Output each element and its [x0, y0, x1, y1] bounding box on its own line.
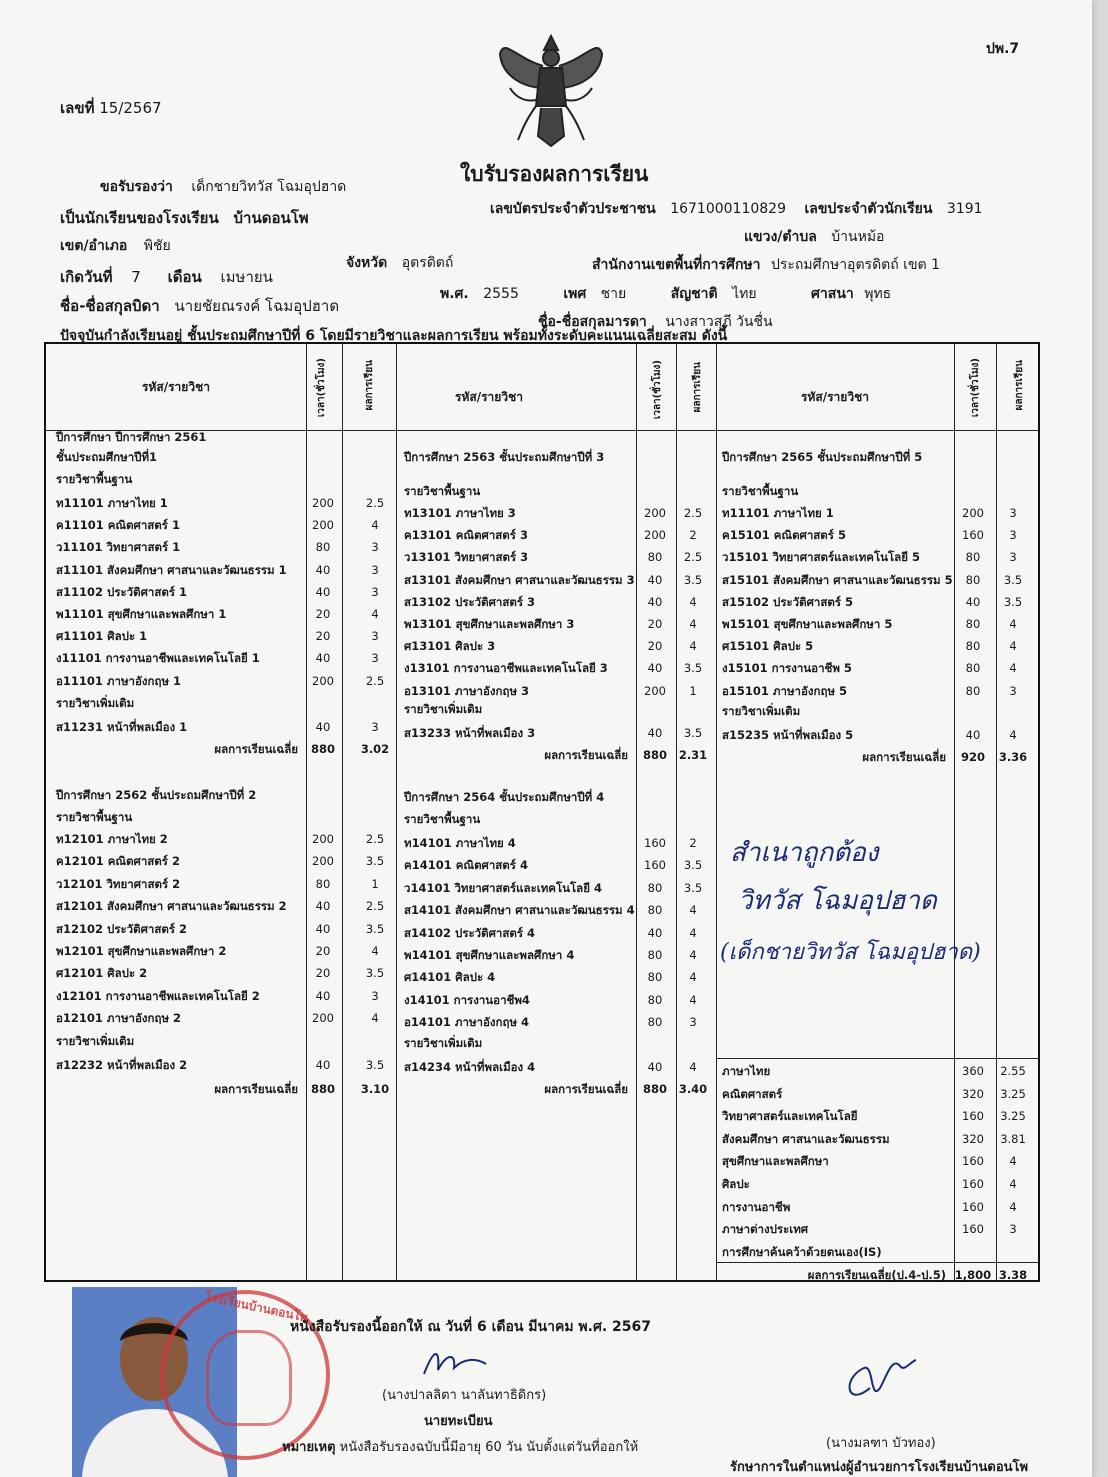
average-label: ผลการเรียนเฉลี่ย — [214, 742, 298, 756]
subject-hours: 200 — [312, 518, 334, 533]
subject-hours: 200 — [312, 1011, 334, 1026]
section-label: รายวิชาเพิ่มเติม — [56, 696, 135, 710]
handwritten-line-1: สำเนาถูกต้อง — [730, 838, 879, 868]
header-hours-2: เวลา(ชั่วโมง) — [652, 360, 663, 420]
subject-hours: 20 — [315, 966, 331, 981]
subject-grade: 3.5 — [683, 880, 703, 895]
subject-grade: 1 — [371, 876, 379, 891]
subject-grade: 3.5 — [365, 966, 385, 981]
subject-name: ส12101 สังคมศึกษา ศาสนาและวัฒนธรรม 2 — [56, 899, 287, 914]
note-text: หนังสือรับรองฉบับนี้มีอายุ 60 วัน นับตั้งแต่วันที่ออกให้ — [339, 1440, 639, 1455]
province-value: อุตรดิตถ์ — [401, 255, 454, 271]
id-card-label: เลขบัตรประจำตัวประชาชน — [490, 201, 656, 217]
subject-name: ส14101 สังคมศึกษา ศาสนาและวัฒนธรรม 4 — [404, 903, 635, 918]
subject-hours: 40 — [647, 726, 663, 740]
subject-hours: 40 — [315, 921, 331, 936]
id-card-value: 1671000110829 — [670, 201, 786, 217]
subject-grade: 4 — [689, 639, 697, 654]
header-subject-1: รหัส/รายวิชา — [142, 380, 210, 394]
doc-number-label: เลขที่ — [60, 99, 95, 117]
subject-hours: 160 — [644, 858, 666, 873]
birth-month-label: เดือน — [167, 268, 202, 286]
subject-name: ท14101 ภาษาไทย 4 — [404, 836, 516, 850]
subject-hours: 200 — [644, 528, 666, 543]
section-label: ปีการศึกษา 2564 ชั้นประถมศึกษาปีที่ 4 — [404, 790, 605, 804]
subject-hours: 160 — [962, 1154, 984, 1169]
subject-grade: 4 — [1009, 639, 1017, 654]
doc-number: 15/2567 — [99, 99, 162, 117]
subject-hours: 160 — [962, 1199, 984, 1214]
subject-grade: 2.5 — [365, 899, 385, 914]
subject-name: ง12101 การงานอาชีพและเทคโนโลยี 2 — [56, 988, 260, 1003]
subject-name: ส14234 หน้าที่พลเมือง 4 — [404, 1060, 536, 1074]
section-label: ปีการศึกษา ปีการศึกษา 2561 — [56, 430, 207, 444]
subject-grade: 4 — [1009, 1177, 1017, 1191]
subject-name: สุขศึกษาและพลศึกษา — [722, 1154, 829, 1169]
subject-grade: 4 — [689, 617, 697, 631]
subject-grade: 3 — [371, 629, 379, 644]
province-label: จังหวัด — [346, 255, 388, 271]
subject-name: ส11231 หน้าที่พลเมือง 1 — [56, 720, 188, 734]
subject-name: ศ13101 ศิลปะ 3 — [404, 639, 496, 654]
subject-hours: 160 — [962, 1109, 984, 1124]
area-office-value: ประถมศึกษาอุตรดิตถ์ เขต 1 — [770, 257, 940, 273]
subject-name: ว14101 วิทยาศาสตร์และเทคโนโลยี 4 — [404, 880, 602, 895]
subject-name: พ13101 สุขศึกษาและพลศึกษา 3 — [404, 617, 575, 631]
subject-grade: 2.5 — [683, 506, 703, 520]
subject-grade: 3.5 — [683, 726, 703, 740]
average-label: ผลการเรียนเฉลี่ย — [214, 1082, 298, 1096]
student-id-value: 3191 — [946, 201, 983, 217]
subject-hours: 200 — [644, 506, 666, 520]
subject-grade: 3.5 — [683, 572, 703, 587]
father-value: นายชัยณรงค์ โฉมอุปฮาด — [174, 297, 340, 315]
subject-name: ง14101 การงานอาชีพ4 — [404, 992, 530, 1007]
handwritten-line-3: (เด็กชายวิทวัส โฉมอุปฮาด) — [720, 940, 981, 965]
subject-grade: 4 — [689, 1060, 697, 1074]
subject-hours: 20 — [647, 639, 663, 654]
sex-label: เพศ — [563, 286, 587, 302]
subject-grade: 3 — [371, 540, 379, 555]
average-hours: 880 — [310, 1082, 335, 1096]
subject-grade: 4 — [689, 970, 697, 985]
form-code: ปพ.7 — [986, 41, 1020, 57]
average-grade: 2.31 — [678, 748, 708, 762]
section-label: รายวิชาพื้นฐาน — [722, 484, 799, 498]
subject-name: ภาษาต่างประเทศ — [722, 1222, 809, 1237]
subdistrict-value: บ้านหม้อ — [831, 229, 885, 245]
student-id-label: เลขประจำตัวนักเรียน — [804, 201, 933, 217]
subject-grade: 2.5 — [365, 832, 385, 846]
section-label: รายวิชาเพิ่มเติม — [56, 1034, 135, 1048]
school-label: เป็นนักเรียนของโรงเรียน — [60, 209, 219, 227]
average-grade: 3.40 — [678, 1082, 708, 1096]
subject-grade: 3 — [371, 988, 379, 1003]
subject-grade: 3.5 — [365, 921, 385, 936]
subject-grade: 4 — [371, 944, 379, 958]
subject-grade: 4 — [689, 948, 697, 962]
subject-name: ส13233 หน้าที่พลเมือง 3 — [404, 726, 536, 740]
subject-grade: 2.5 — [683, 550, 703, 565]
subject-name: การศึกษาค้นคว้าด้วยตนเอง(IS) — [722, 1244, 882, 1259]
subject-name: พ14101 สุขศึกษาและพลศึกษา 4 — [404, 948, 575, 962]
subject-name: ว13101 วิทยาศาสตร์ 3 — [404, 550, 529, 565]
subject-hours: 40 — [315, 562, 331, 577]
average-grade: 3.02 — [360, 742, 390, 756]
subject-grade: 2 — [689, 836, 697, 850]
subject-hours: 40 — [315, 720, 331, 734]
subject-grade: 4 — [689, 594, 697, 609]
average-label: ผลการเรียนเฉลี่ย(ป.4-ป.5) — [807, 1268, 946, 1282]
subject-hours: 80 — [647, 948, 663, 962]
subject-name: พ12101 สุขศึกษาและพลศึกษา 2 — [56, 944, 227, 958]
subject-grade: 4 — [371, 1011, 379, 1026]
subject-hours: 80 — [647, 880, 663, 895]
subject-hours: 200 — [312, 832, 334, 846]
average-hours: 880 — [310, 742, 335, 756]
director-title: รักษาการในตำแหน่งผู้อำนวยการโรงเรียนบ้านดอนโพ — [730, 1460, 1029, 1475]
subject-hours: 80 — [965, 661, 981, 676]
subject-grade: 4 — [1009, 617, 1017, 631]
subject-grade: 3 — [371, 584, 379, 599]
subject-hours: 160 — [962, 1177, 984, 1191]
subject-hours: 160 — [962, 528, 984, 543]
section-label: ปีการศึกษา 2563 ชั้นประถมศึกษาปีที่ 3 — [404, 450, 605, 464]
average-hours: 880 — [642, 1082, 667, 1096]
subject-hours: 80 — [647, 992, 663, 1007]
subject-name: ค15101 คณิตศาสตร์ 5 — [722, 528, 846, 543]
subject-name: สังคมศึกษา ศาสนาและวัฒนธรรม — [722, 1131, 890, 1146]
subdistrict-label: แขวง/ตำบล — [744, 229, 817, 245]
registrar-signature-icon — [420, 1344, 490, 1380]
subject-name: ง15101 การงานอาชีพ 5 — [722, 661, 852, 676]
subject-name: อ14101 ภาษาอังกฤษ 4 — [404, 1015, 530, 1030]
subject-name: ท11101 ภาษาไทย 1 — [722, 506, 834, 520]
mother-value: นางสาวสุภี วันชื่น — [665, 314, 773, 330]
subject-hours: 80 — [965, 683, 981, 698]
subject-grade: 3.5 — [365, 854, 385, 869]
subject-grade: 2 — [689, 528, 697, 543]
grades-table — [44, 342, 1040, 1282]
birth-year-label: พ.ศ. — [440, 286, 469, 302]
subject-name: ส13102 ประวัติศาสตร์ 3 — [404, 594, 536, 609]
section-label: รายวิชาเพิ่มเติม — [404, 1036, 483, 1050]
subject-grade: 3 — [371, 651, 379, 666]
subject-hours: 20 — [647, 617, 663, 631]
subject-grade: 2.55 — [1000, 1064, 1026, 1078]
subject-name: ส15235 หน้าที่พลเมือง 5 — [722, 728, 854, 742]
subject-hours: 200 — [312, 673, 334, 688]
subject-name: ส15102 ประวัติศาสตร์ 5 — [722, 594, 854, 609]
average-label: ผลการเรียนเฉลี่ย — [544, 1082, 628, 1096]
birth-day-label: เกิดวันที่ — [60, 268, 113, 286]
section-label: ชั้นประถมศึกษาปีที่1 — [56, 450, 158, 464]
subject-grade: 4 — [371, 518, 379, 533]
subject-grade: 3 — [371, 720, 379, 734]
current-statement: ปัจจุบันกำลังเรียนอยู่ ชั้นประถมศึกษาปีที่ 6 โดยมีรายวิชาและผลการเรียน พร้อมทั้งระดับคะแนนเฉลี่ยสะสม ดังนี้ — [60, 328, 728, 344]
subject-grade: 3 — [1009, 528, 1017, 543]
subject-name: ท11101 ภาษาไทย 1 — [56, 496, 168, 510]
subject-hours: 320 — [962, 1131, 984, 1146]
student-name: เด็กชายวิทวัส โฉมอุปฮาด — [191, 179, 347, 195]
subject-hours: 160 — [644, 836, 666, 850]
subject-hours: 80 — [647, 970, 663, 985]
subject-name: ส11102 ประวัติศาสตร์ 1 — [56, 584, 188, 599]
school-value: บ้านดอนโพ — [233, 209, 309, 227]
garuda-emblem-icon — [496, 28, 606, 150]
section-label: รายวิชาพื้นฐาน — [404, 484, 481, 498]
father-label: ชื่อ-ชื่อสกุลบิดา — [60, 297, 160, 315]
subject-hours: 80 — [315, 540, 331, 555]
subject-hours: 40 — [965, 728, 981, 742]
subject-name: อ13101 ภาษาอังกฤษ 3 — [404, 683, 530, 698]
subject-name: ว11101 วิทยาศาสตร์ 1 — [56, 540, 181, 555]
subject-name: ท13101 ภาษาไทย 3 — [404, 506, 516, 520]
subject-grade: 2.5 — [365, 673, 385, 688]
section-label: รายวิชาเพิ่มเติม — [722, 704, 801, 718]
section-label: ปีการศึกษา 2565 ชั้นประถมศึกษาปีที่ 5 — [722, 450, 923, 464]
subject-name: ศิลปะ — [722, 1177, 750, 1191]
subject-name: ท12101 ภาษาไทย 2 — [56, 832, 168, 846]
subject-hours: 40 — [647, 1060, 663, 1074]
section-label: รายวิชาพื้นฐาน — [404, 812, 481, 826]
subject-name: ส12102 ประวัติศาสตร์ 2 — [56, 921, 188, 936]
subject-hours: 80 — [965, 550, 981, 565]
section-label: รายวิชาเพิ่มเติม — [404, 702, 483, 716]
subject-name: ศ11101 ศิลปะ 1 — [56, 629, 148, 644]
subject-hours: 40 — [647, 661, 663, 676]
subject-name: ง13101 การงานอาชีพและเทคโนโลยี 3 — [404, 661, 608, 676]
subject-grade: 3 — [1009, 1222, 1017, 1237]
subject-name: พ11101 สุขศึกษาและพลศึกษา 1 — [56, 607, 227, 621]
subject-name: ค11101 คณิตศาสตร์ 1 — [56, 518, 180, 533]
subject-grade: 3 — [1009, 506, 1017, 520]
subject-hours: 40 — [647, 925, 663, 940]
religion-label: ศาสนา — [811, 286, 854, 302]
header-subject-2: รหัส/รายวิชา — [455, 390, 523, 404]
header-grade-2: ผลการเรียน — [692, 362, 703, 413]
subject-hours: 200 — [644, 683, 666, 698]
subject-name: ค12101 คณิตศาสตร์ 2 — [56, 854, 180, 869]
subject-hours: 320 — [962, 1086, 984, 1101]
birth-day-value: 7 — [131, 268, 141, 286]
subject-name: ศ12101 ศิลปะ 2 — [56, 966, 148, 981]
subject-hours: 80 — [965, 617, 981, 631]
section-label: รายวิชาพื้นฐาน — [56, 472, 133, 486]
religion-value: พุทธ — [864, 286, 892, 302]
subject-hours: 40 — [647, 594, 663, 609]
registrar-name: (นางปาลลิตา นาลันทาธิดิกร) — [382, 1388, 547, 1403]
header-hours-3: เวลา(ชั่วโมง) — [970, 358, 981, 418]
subject-name: ว12101 วิทยาศาสตร์ 2 — [56, 876, 181, 891]
subject-grade: 4 — [689, 925, 697, 940]
header-subject-3: รหัส/รายวิชา — [801, 390, 869, 404]
nationality-value: ไทย — [732, 286, 757, 302]
subject-hours: 80 — [647, 550, 663, 565]
subject-hours: 20 — [315, 629, 331, 644]
district-value: พิชัย — [143, 238, 171, 254]
subject-hours: 40 — [965, 594, 981, 609]
subject-hours: 40 — [647, 572, 663, 587]
subject-hours: 20 — [315, 607, 331, 621]
handwritten-line-2: วิทวัส โฉมอุปฮาด — [738, 886, 937, 916]
header-grade-1: ผลการเรียน — [364, 360, 375, 411]
subject-name: ส15101 สังคมศึกษา ศาสนาและวัฒนธรรม 5 — [722, 572, 953, 587]
subject-grade: 3 — [1009, 683, 1017, 698]
subject-grade: 4 — [1009, 661, 1017, 676]
subject-grade: 4 — [689, 992, 697, 1007]
average-grade: 3.38 — [998, 1268, 1028, 1282]
subject-grade: 4 — [1009, 728, 1017, 742]
subject-grade: 3.5 — [683, 661, 703, 676]
average-hours: 880 — [642, 748, 667, 762]
header-hours-1: เวลา(ชั่วโมง) — [316, 358, 327, 418]
header-grade-3: ผลการเรียน — [1014, 360, 1025, 411]
subject-grade: 4 — [1009, 1199, 1017, 1214]
subject-name: ศ15101 ศิลปะ 5 — [722, 639, 814, 654]
subject-grade: 3.5 — [1003, 594, 1023, 609]
subject-grade: 1 — [689, 683, 697, 698]
subject-grade: 4 — [371, 607, 379, 621]
sex-value: ชาย — [600, 286, 627, 302]
subject-name: ส14102 ประวัติศาสตร์ 4 — [404, 925, 536, 940]
section-label: รายวิชาพื้นฐาน — [56, 810, 133, 824]
subject-hours: 40 — [315, 651, 331, 666]
subject-name: ศ14101 ศิลปะ 4 — [404, 970, 496, 985]
subject-name: ง11101 การงานอาชีพและเทคโนโลยี 1 — [56, 651, 260, 666]
subject-grade: 3 — [1009, 550, 1017, 565]
subject-grade: 3.5 — [365, 1058, 385, 1072]
average-hours: 1,800 — [954, 1268, 992, 1282]
nationality-label: สัญชาติ — [670, 286, 718, 302]
subject-name: ค13101 คณิตศาสตร์ 3 — [404, 528, 528, 543]
subject-grade: 3 — [371, 562, 379, 577]
subject-hours: 80 — [647, 903, 663, 918]
subject-hours: 40 — [315, 988, 331, 1003]
subject-name: ส13101 สังคมศึกษา ศาสนาและวัฒนธรรม 3 — [404, 572, 635, 587]
subject-name: ภาษาไทย — [722, 1064, 771, 1078]
subject-hours: 160 — [962, 1222, 984, 1237]
subject-name: ส12232 หน้าที่พลเมือง 2 — [56, 1058, 188, 1072]
subject-name: อ11101 ภาษาอังกฤษ 1 — [56, 673, 182, 688]
subject-name: การงานอาชีพ — [722, 1199, 791, 1214]
certify-label: ขอรับรองว่า — [100, 179, 173, 195]
district-label: เขต/อำเภอ — [60, 238, 128, 254]
subject-hours: 20 — [315, 944, 331, 958]
registrar-title: นายทะเบียน — [424, 1414, 493, 1429]
average-label: ผลการเรียนเฉลี่ย — [862, 750, 946, 764]
subject-name: อ12101 ภาษาอังกฤษ 2 — [56, 1011, 182, 1026]
subject-hours: 360 — [962, 1064, 984, 1078]
subject-name: พ15101 สุขศึกษาและพลศึกษา 5 — [722, 617, 893, 631]
subject-hours: 80 — [965, 572, 981, 587]
average-label: ผลการเรียนเฉลี่ย — [544, 748, 628, 762]
subject-grade: 3.5 — [1003, 572, 1023, 587]
director-name: (นางมลฑา บัวทอง) — [826, 1436, 936, 1451]
director-signature-icon — [840, 1348, 920, 1410]
area-office-label: สำนักงานเขตพื้นที่การศึกษา — [592, 257, 761, 273]
subject-hours: 80 — [647, 1015, 663, 1030]
subject-name: ค14101 คณิตศาสตร์ 4 — [404, 858, 528, 873]
page-title: ใบรับรองผลการเรียน — [460, 162, 649, 186]
average-hours: 920 — [960, 750, 985, 764]
note-label: หมายเหตุ — [282, 1440, 336, 1455]
subject-grade: 3.81 — [1000, 1131, 1026, 1146]
birth-month-value: เมษายน — [220, 268, 273, 286]
subject-grade: 3.5 — [683, 858, 703, 873]
subject-hours: 200 — [312, 496, 334, 510]
stamp-text: โรงเรียนบ้านดอนโพ — [203, 1289, 310, 1325]
subject-grade: 3.25 — [1000, 1086, 1026, 1101]
subject-grade: 4 — [689, 903, 697, 918]
subject-grade: 4 — [1009, 1154, 1017, 1169]
subject-name: ส11101 สังคมศึกษา ศาสนาและวัฒนธรรม 1 — [56, 562, 287, 577]
birth-year-value: 2555 — [483, 286, 519, 302]
issue-statement: หนังสือรับรองนี้ออกให้ ณ วันที่ 6 เดือน มีนาคม พ.ศ. 2567 — [290, 1319, 652, 1335]
subject-name: วิทยาศาสตร์และเทคโนโลยี — [722, 1109, 858, 1124]
average-grade: 3.10 — [360, 1082, 390, 1096]
subject-hours: 40 — [315, 1058, 331, 1072]
subject-grade: 3 — [689, 1015, 697, 1030]
subject-grade: 2.5 — [365, 496, 385, 510]
subject-name: ว15101 วิทยาศาสตร์และเทคโนโลยี 5 — [722, 550, 920, 565]
section-label: ปีการศึกษา 2562 ชั้นประถมศึกษาปีที่ 2 — [56, 788, 257, 802]
subject-hours: 80 — [965, 639, 981, 654]
subject-hours: 40 — [315, 584, 331, 599]
subject-hours: 200 — [962, 506, 984, 520]
subject-name: อ15101 ภาษาอังกฤษ 5 — [722, 683, 848, 698]
mother-label: ชื่อ-ชื่อสกุลมารดา — [538, 314, 647, 330]
subject-hours: 80 — [315, 876, 331, 891]
subject-grade: 3.25 — [1000, 1109, 1026, 1124]
subject-name: คณิตศาสตร์ — [722, 1086, 783, 1101]
subject-hours: 200 — [312, 854, 334, 869]
subject-hours: 40 — [315, 899, 331, 914]
average-grade: 3.36 — [998, 750, 1028, 764]
